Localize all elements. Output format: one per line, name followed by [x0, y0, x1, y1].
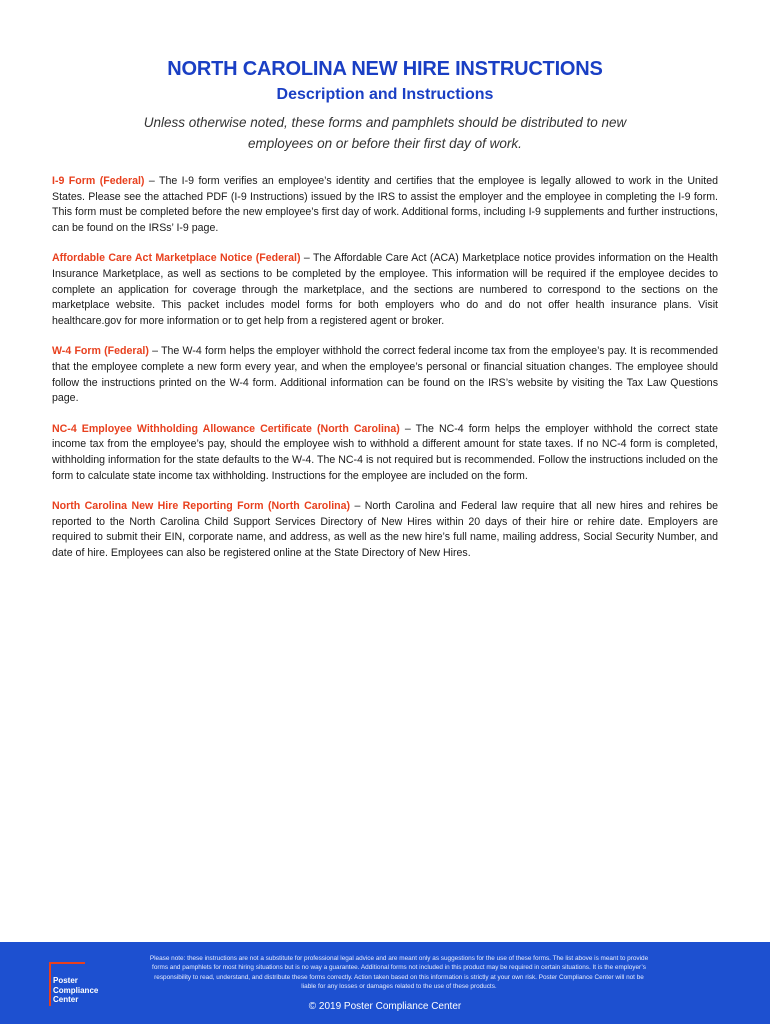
section-text: – The NC-4 form helps the employer withhold the correct state income tax from the employee’s pay, should the employee wish to withhold a different amount for state taxes. If no NC-4 form is completed, withholding information for the state defaults to the W-4. The NC-4 is not required but is recommended. Follow the instructions included on the form to calculate state income tax withholding. Instructions for the employee are included on the form.	[52, 422, 718, 482]
page-title: NORTH CAROLINA NEW HIRE INSTRUCTIONS	[167, 58, 603, 80]
logo-line: Center	[53, 995, 79, 1004]
section-text: – The Affordable Care Act (ACA) Marketplace notice provides information on the Health Insurance Marketplace, as well as sections to be completed by the employee. This information will be required if the employee decides to complete an application for coverage through the marketplace, and the sections are numbered to correspond to the sections on the marketplace website. This packet includes model forms for both employers who do and do not offer health insurance plans. Visit healthcare.gov for more information or to get help from a registered agent or broker.	[52, 252, 718, 327]
section-text: – The W-4 form helps the employer withhold the correct federal income tax from the employee’s pay. It is recommended that the employee complete a new form every year, and when the employee’s personal or financial situation changes. The employee should follow the instructions printed on the W-4 form. Additional information can be found on the IRS’s website by visiting the Tax Law Questions page.	[52, 345, 718, 405]
section-term: W-4 Form (Federal)	[52, 345, 149, 358]
footer-bar	[0, 942, 770, 1024]
section-term: NC-4 Employee Withholding Allowance Certificate (North Carolina)	[52, 422, 400, 435]
section-term: North Carolina New Hire Reporting Form (North Carolina)	[52, 500, 351, 513]
section-w4	[52, 344, 718, 406]
disclaimer-note: Please note: these instructions are not a substitute for professional legal advice and are meant only as suggestions for the use of these forms. The list above is meant to provide forms and pamphlets for most hiring situations but is no way a guarantee. Additional forms not included in this product may be required in certain situations. It is the employer’s responsibility to read, understand, and distribute these forms correctly. Action taken based on this information is strictly at your own risk. Poster Compliance Center will not be liable for any losses or damages related to the use of these products.	[149, 955, 649, 991]
logo-line: Compliance	[53, 985, 99, 995]
section-aca	[52, 251, 718, 329]
instruction-sections	[52, 174, 718, 576]
page-subtitle: Description and Instructions	[276, 86, 494, 103]
section-text: – North Carolina and Federal law require that all new hires and rehires be reported to the North Carolina Child Support Services Directory of New Hires within 20 days of their hire or rehire date. Employers are required to submit their EIN, corporate name, and address, as well as the new hire’s full name, mailing address, Social Security Number, and date of hire. Employees can also be registered online at the State Directory of New Hires.	[52, 500, 718, 559]
section-i9	[52, 174, 718, 236]
copyright: © 2019 Poster Compliance Center	[308, 1001, 462, 1012]
section-new-hire-reporting	[52, 499, 718, 561]
logo-line: Poster	[53, 976, 78, 985]
section-term: Affordable Care Act Marketplace Notice (Federal)	[52, 252, 301, 265]
section-term: I-9 Form (Federal)	[52, 175, 145, 187]
section-nc4	[52, 422, 718, 484]
section-text: – The I-9 form verifies an employee’s identity and certifies that the employee is legally allowed to work in the United States. Please see the attached PDF (I-9 Instructions) issued by the IRS to assist the employer and the employee in completing the I-9 form. This form must be completed before the new employee’s first day of work. Additional forms, including I-9 supplements and further instructions, can be found on the IRSs’ I-9 page.	[52, 175, 718, 234]
intro-text: Unless otherwise noted, these forms and pamphlets should be distributed to new employees on or before their first day of work.	[143, 115, 627, 151]
